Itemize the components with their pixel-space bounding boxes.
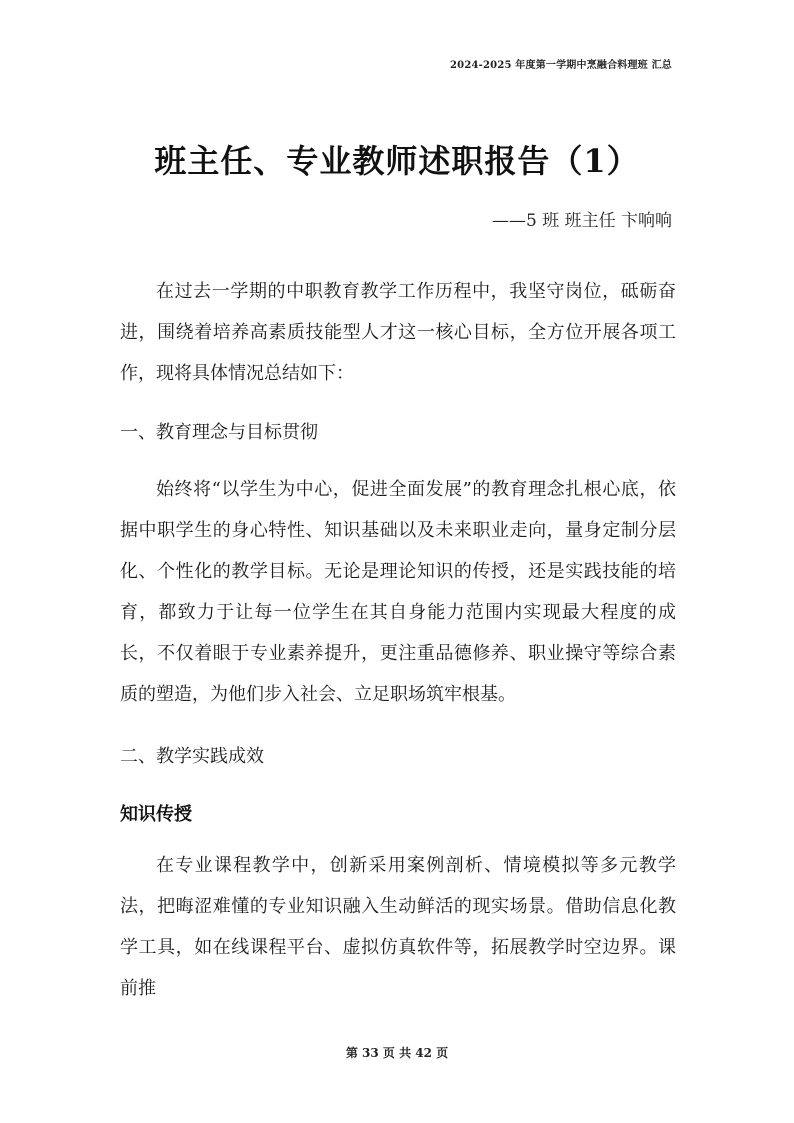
- section-heading-1: 一、教育理念与目标贯彻: [120, 422, 318, 443]
- subsection-heading: 知识传授: [120, 804, 192, 825]
- running-header: 2024-2025 年度第一学期中烹融合料理班 汇总: [450, 60, 672, 71]
- intro-paragraph: 在过去一学期的中职教育教学工作历程中，我坚守岗位，砥砺奋进，围绕着培养高素质技能型人才这一核心目标，全方位开展各项工作，现将具体情况总结如下：: [120, 281, 676, 384]
- section-heading-2: 二、教学实践成效: [120, 746, 264, 767]
- section-1-paragraph: 始终将“以学生为中心，促进全面发展”的教育理念扎根心底，依据中职学生的身心特性、知识基础以及未来职业走向，量身定制分层化、个性化的教学目标。无论是理论知识的传授，还是实践技能的培育，都致力于让每一位学生在其自身能力范围内实现最大程度的成长，不仅着眼于专业素养提升，更注重品德修养、职业操守等综合素质的塑造，为他们步入社会、立足职场筑牢根基。: [120, 479, 676, 705]
- page-number: 第 33 页 共 42 页: [345, 1046, 449, 1060]
- author-byline: ——5 班 班主任 卞响响: [491, 211, 672, 231]
- subsection-paragraph: 在专业课程教学中，创新采用案例剖析、情境模拟等多元教学法，把晦涩难懂的专业知识融入生动鲜活的现实场景。借助信息化教学工具，如在线课程平台、虚拟仿真软件等，拓展教学时空边界。课前推: [120, 855, 676, 999]
- document-title: 班主任、专业教师述职报告（1）: [154, 142, 640, 180]
